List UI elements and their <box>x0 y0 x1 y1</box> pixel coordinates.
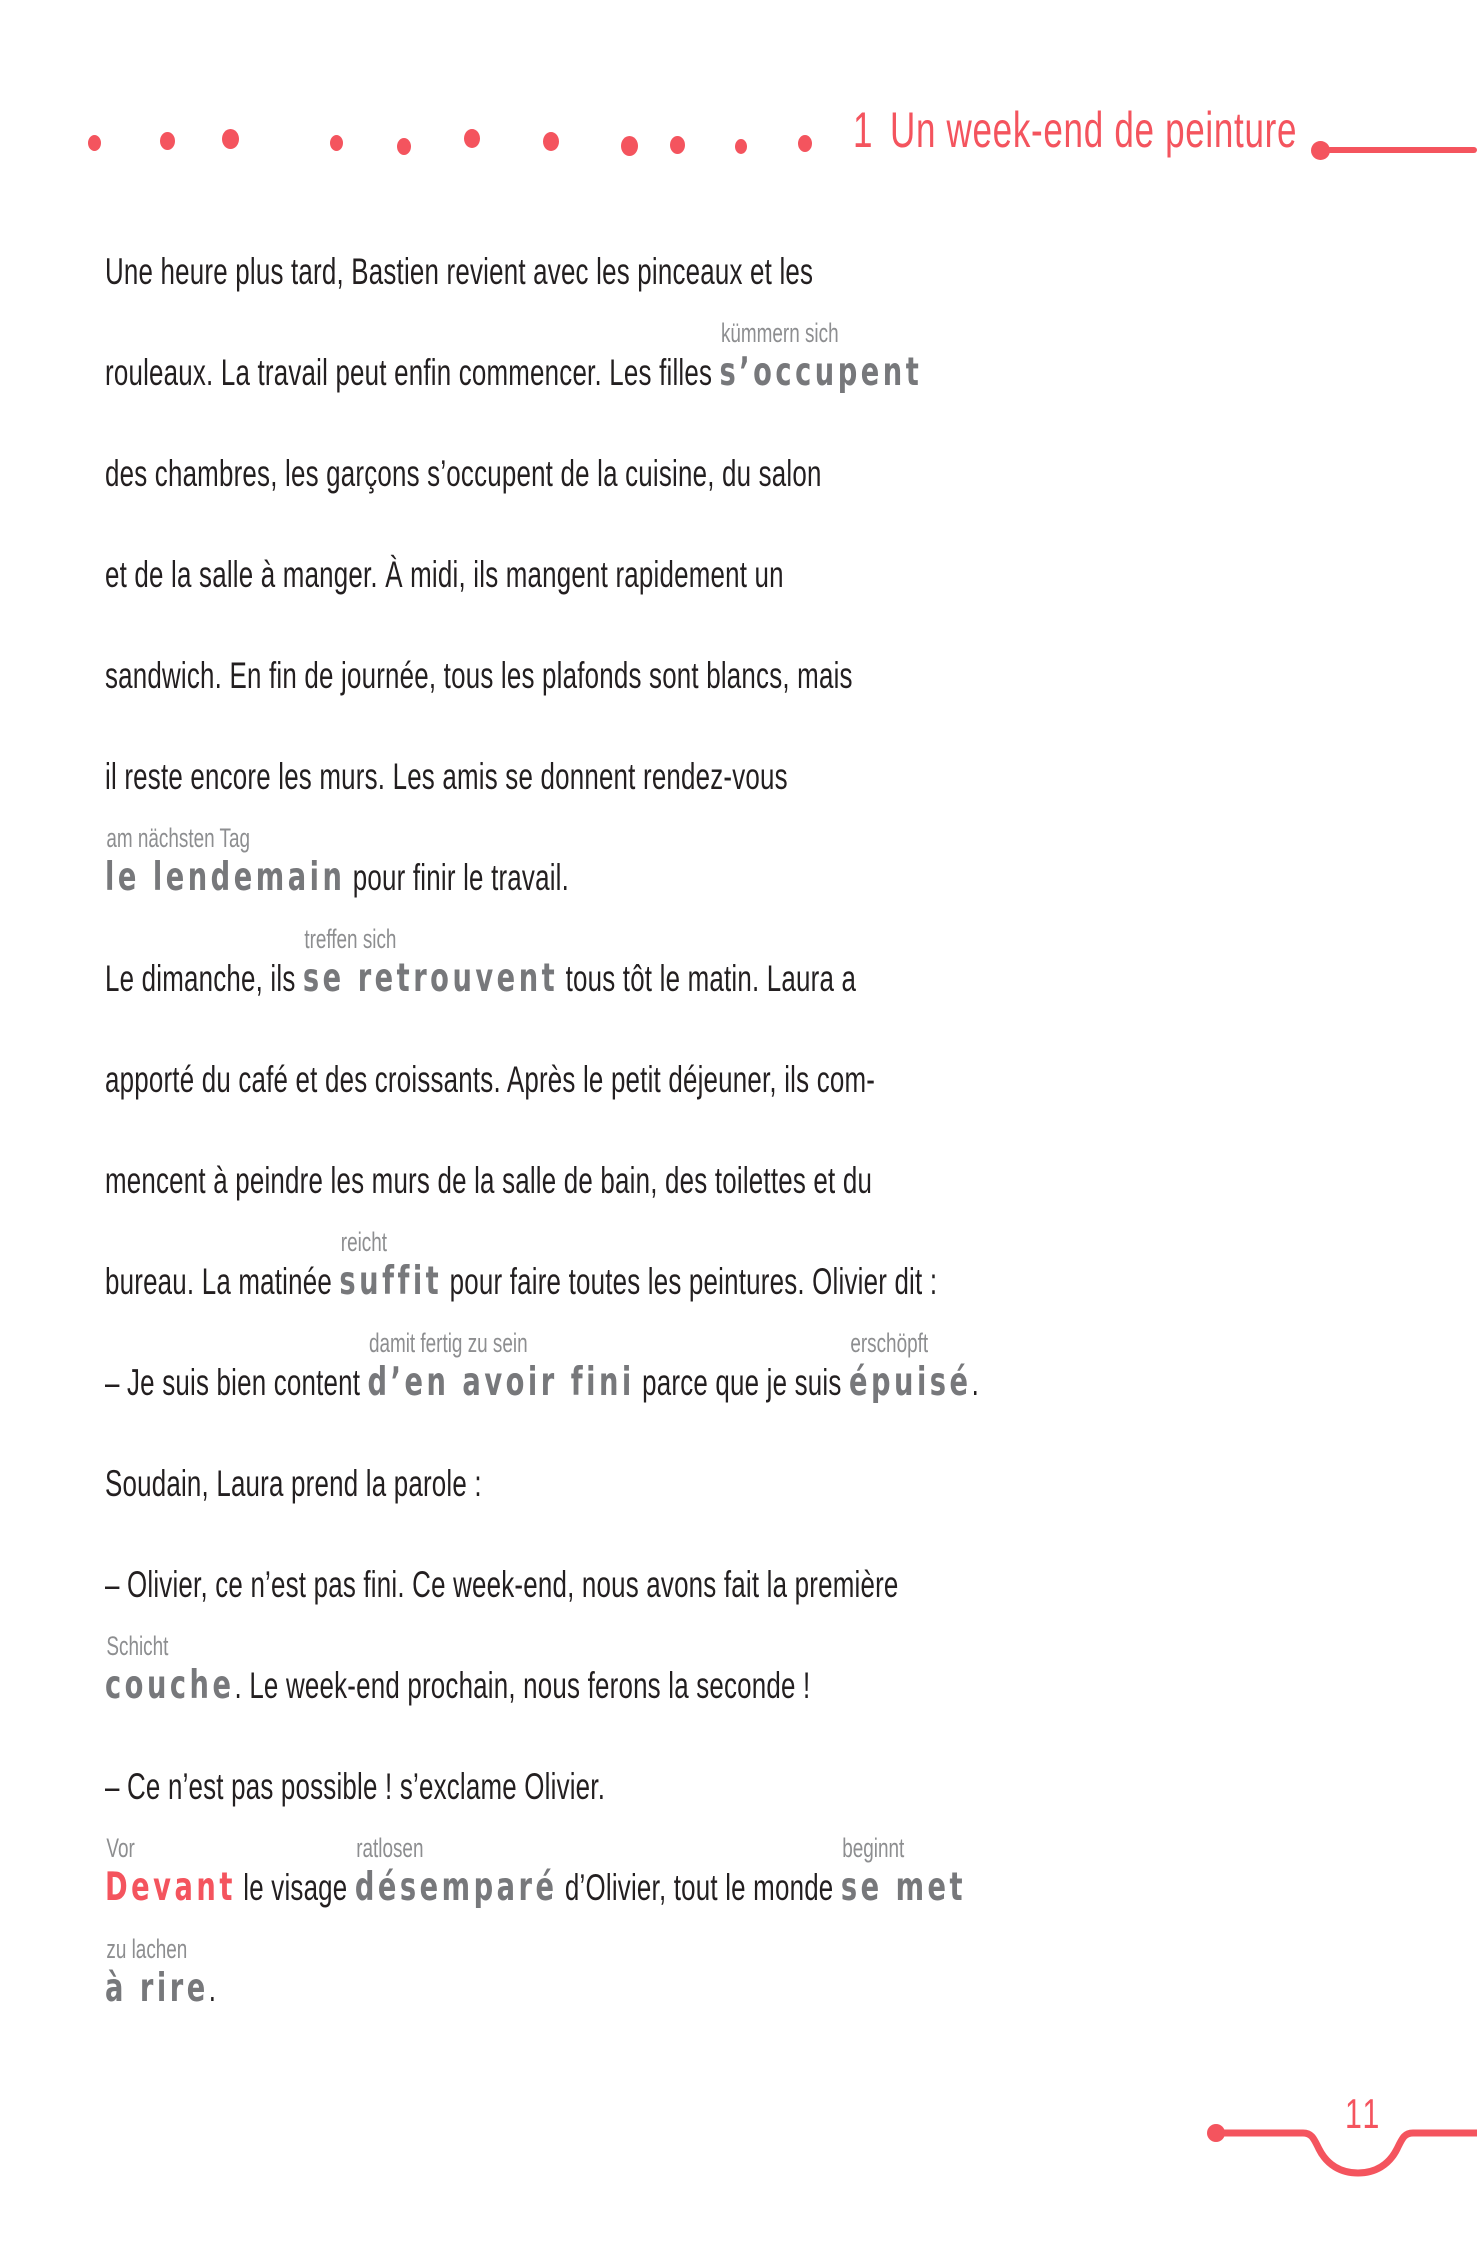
story-text-segment: pour finir le travail. <box>345 857 570 898</box>
chapter-title <box>853 103 1297 157</box>
header-rule-line <box>1327 147 1477 153</box>
german-annotation: reicht <box>340 1227 388 1257</box>
story-text-segment: – Je suis bien content <box>105 1362 368 1403</box>
red-dot-icon <box>464 129 480 148</box>
story-text <box>105 221 1085 2039</box>
story-text-segment: d’Olivier, tout le monde <box>557 1867 841 1908</box>
text-line <box>105 1631 1085 1736</box>
red-dot-icon <box>160 132 175 150</box>
vocabulary-word: Devant <box>105 1865 236 1910</box>
annotated-word <box>302 924 559 1029</box>
header-dots <box>0 0 1477 200</box>
vocabulary-word: épuisé <box>848 1360 972 1405</box>
story-text-segment: des chambres, les garçons s’occupent de la cuisine, du salon <box>105 453 822 494</box>
vocabulary-word: le lendemain <box>105 855 346 900</box>
german-annotation: beginnt <box>842 1833 905 1863</box>
german-annotation: damit fertig zu sein <box>368 1328 528 1358</box>
text-line <box>105 1736 1085 1837</box>
german-annotation: treffen sich <box>304 924 397 954</box>
text-line <box>105 625 1085 726</box>
vocabulary-word: suffit <box>339 1259 443 1304</box>
text-line <box>105 1934 1085 2039</box>
german-annotation: erschöpft <box>850 1328 929 1358</box>
annotated-word <box>354 1833 558 1938</box>
story-text-segment: parce que je suis <box>634 1362 849 1403</box>
vocabulary-word: s’occupent <box>719 350 923 395</box>
story-text-segment: Soudain, Laura prend la parole : <box>105 1463 482 1504</box>
story-text-segment: Une heure plus tard, Bastien revient avec les pinceaux et les <box>105 251 814 292</box>
story-text-segment: – Ce n’est pas possible ! s’exclame Olivier. <box>105 1766 606 1807</box>
vocabulary-word: désemparé <box>354 1865 558 1910</box>
story-text-segment: rouleaux. La travail peut enfin commencer. Les filles <box>105 352 720 393</box>
vocabulary-word: se retrouvent <box>302 956 559 1001</box>
annotated-word <box>719 318 923 423</box>
chapter-number: 1 <box>853 102 874 158</box>
annotated-word <box>105 1833 236 1938</box>
red-dot-icon <box>735 139 747 154</box>
annotated-word <box>105 1631 235 1736</box>
german-annotation: am nächsten Tag <box>106 823 250 853</box>
red-dot-icon <box>621 136 638 156</box>
story-text-segment: apporté du café et des croissants. Après le petit déjeuner, ils com- <box>105 1059 876 1100</box>
annotated-word <box>105 823 346 928</box>
story-text-segment: le visage <box>235 1867 355 1908</box>
story-text-segment: . <box>208 1968 217 2009</box>
header-rule-dot-icon <box>1311 141 1330 160</box>
vocabulary-word: couche <box>105 1663 235 1708</box>
text-line <box>105 726 1085 827</box>
red-dot-icon <box>397 138 411 155</box>
text-line <box>105 1328 1085 1433</box>
chapter-title-text: Un week-end de peinture <box>889 102 1298 158</box>
story-text-segment: sandwich. En fin de journée, tous les plafonds sont blancs, mais <box>105 655 853 696</box>
text-line <box>105 318 1085 423</box>
text-line <box>105 1534 1085 1635</box>
story-text-segment: bureau. La matinée <box>105 1261 340 1302</box>
text-line <box>105 1833 1085 1938</box>
story-text-segment: Le dimanche, ils <box>105 958 303 999</box>
text-line <box>105 1029 1085 1130</box>
text-line <box>105 221 1085 322</box>
story-text-segment: . Le week-end prochain, nous ferons la seconde ! <box>234 1665 811 1706</box>
page-number: 11 <box>1345 2090 1383 2137</box>
annotated-word <box>848 1328 972 1433</box>
text-line <box>105 423 1085 524</box>
vocabulary-word: d’en avoir fini <box>367 1360 635 1405</box>
vocabulary-word: se met <box>840 1865 967 1910</box>
annotated-word <box>367 1328 635 1433</box>
german-annotation: Vor <box>106 1833 135 1863</box>
annotated-word <box>339 1227 443 1332</box>
red-dot-icon <box>222 129 239 149</box>
red-dot-icon <box>330 135 343 151</box>
red-dot-icon <box>798 135 812 152</box>
story-text-segment: pour faire toutes les peintures. Olivier dit : <box>442 1261 938 1302</box>
story-text-segment: . <box>971 1362 979 1403</box>
text-line <box>105 1227 1085 1332</box>
text-line <box>105 1433 1085 1534</box>
text-line <box>105 1130 1085 1231</box>
story-text-segment: il reste encore les murs. Les amis se donnent rendez-vous <box>105 756 788 797</box>
german-annotation: kümmern sich <box>720 318 839 348</box>
footer-decoration <box>1200 2092 1477 2187</box>
story-text-segment: et de la salle à manger. À midi, ils mangent rapidement un <box>105 554 784 595</box>
story-text-segment: – Olivier, ce n’est pas fini. Ce week-end, nous avons fait la première <box>105 1564 899 1605</box>
annotated-word <box>105 1934 209 2039</box>
footer-curve-line <box>1216 2133 1477 2173</box>
red-dot-icon <box>670 136 685 154</box>
text-line <box>105 823 1085 928</box>
german-annotation: zu lachen <box>106 1934 188 1964</box>
annotated-word <box>840 1833 967 1938</box>
vocabulary-word: à rire <box>105 1966 209 2011</box>
red-dot-icon <box>88 135 101 151</box>
red-dot-icon <box>543 132 559 151</box>
text-line <box>105 524 1085 625</box>
story-text-segment: mencent à peindre les murs de la salle de bain, des toilettes et du <box>105 1160 873 1201</box>
story-text-segment: tous tôt le matin. Laura a <box>558 958 857 999</box>
german-annotation: Schicht <box>106 1631 169 1661</box>
text-line <box>105 924 1085 1029</box>
german-annotation: ratlosen <box>356 1833 424 1863</box>
